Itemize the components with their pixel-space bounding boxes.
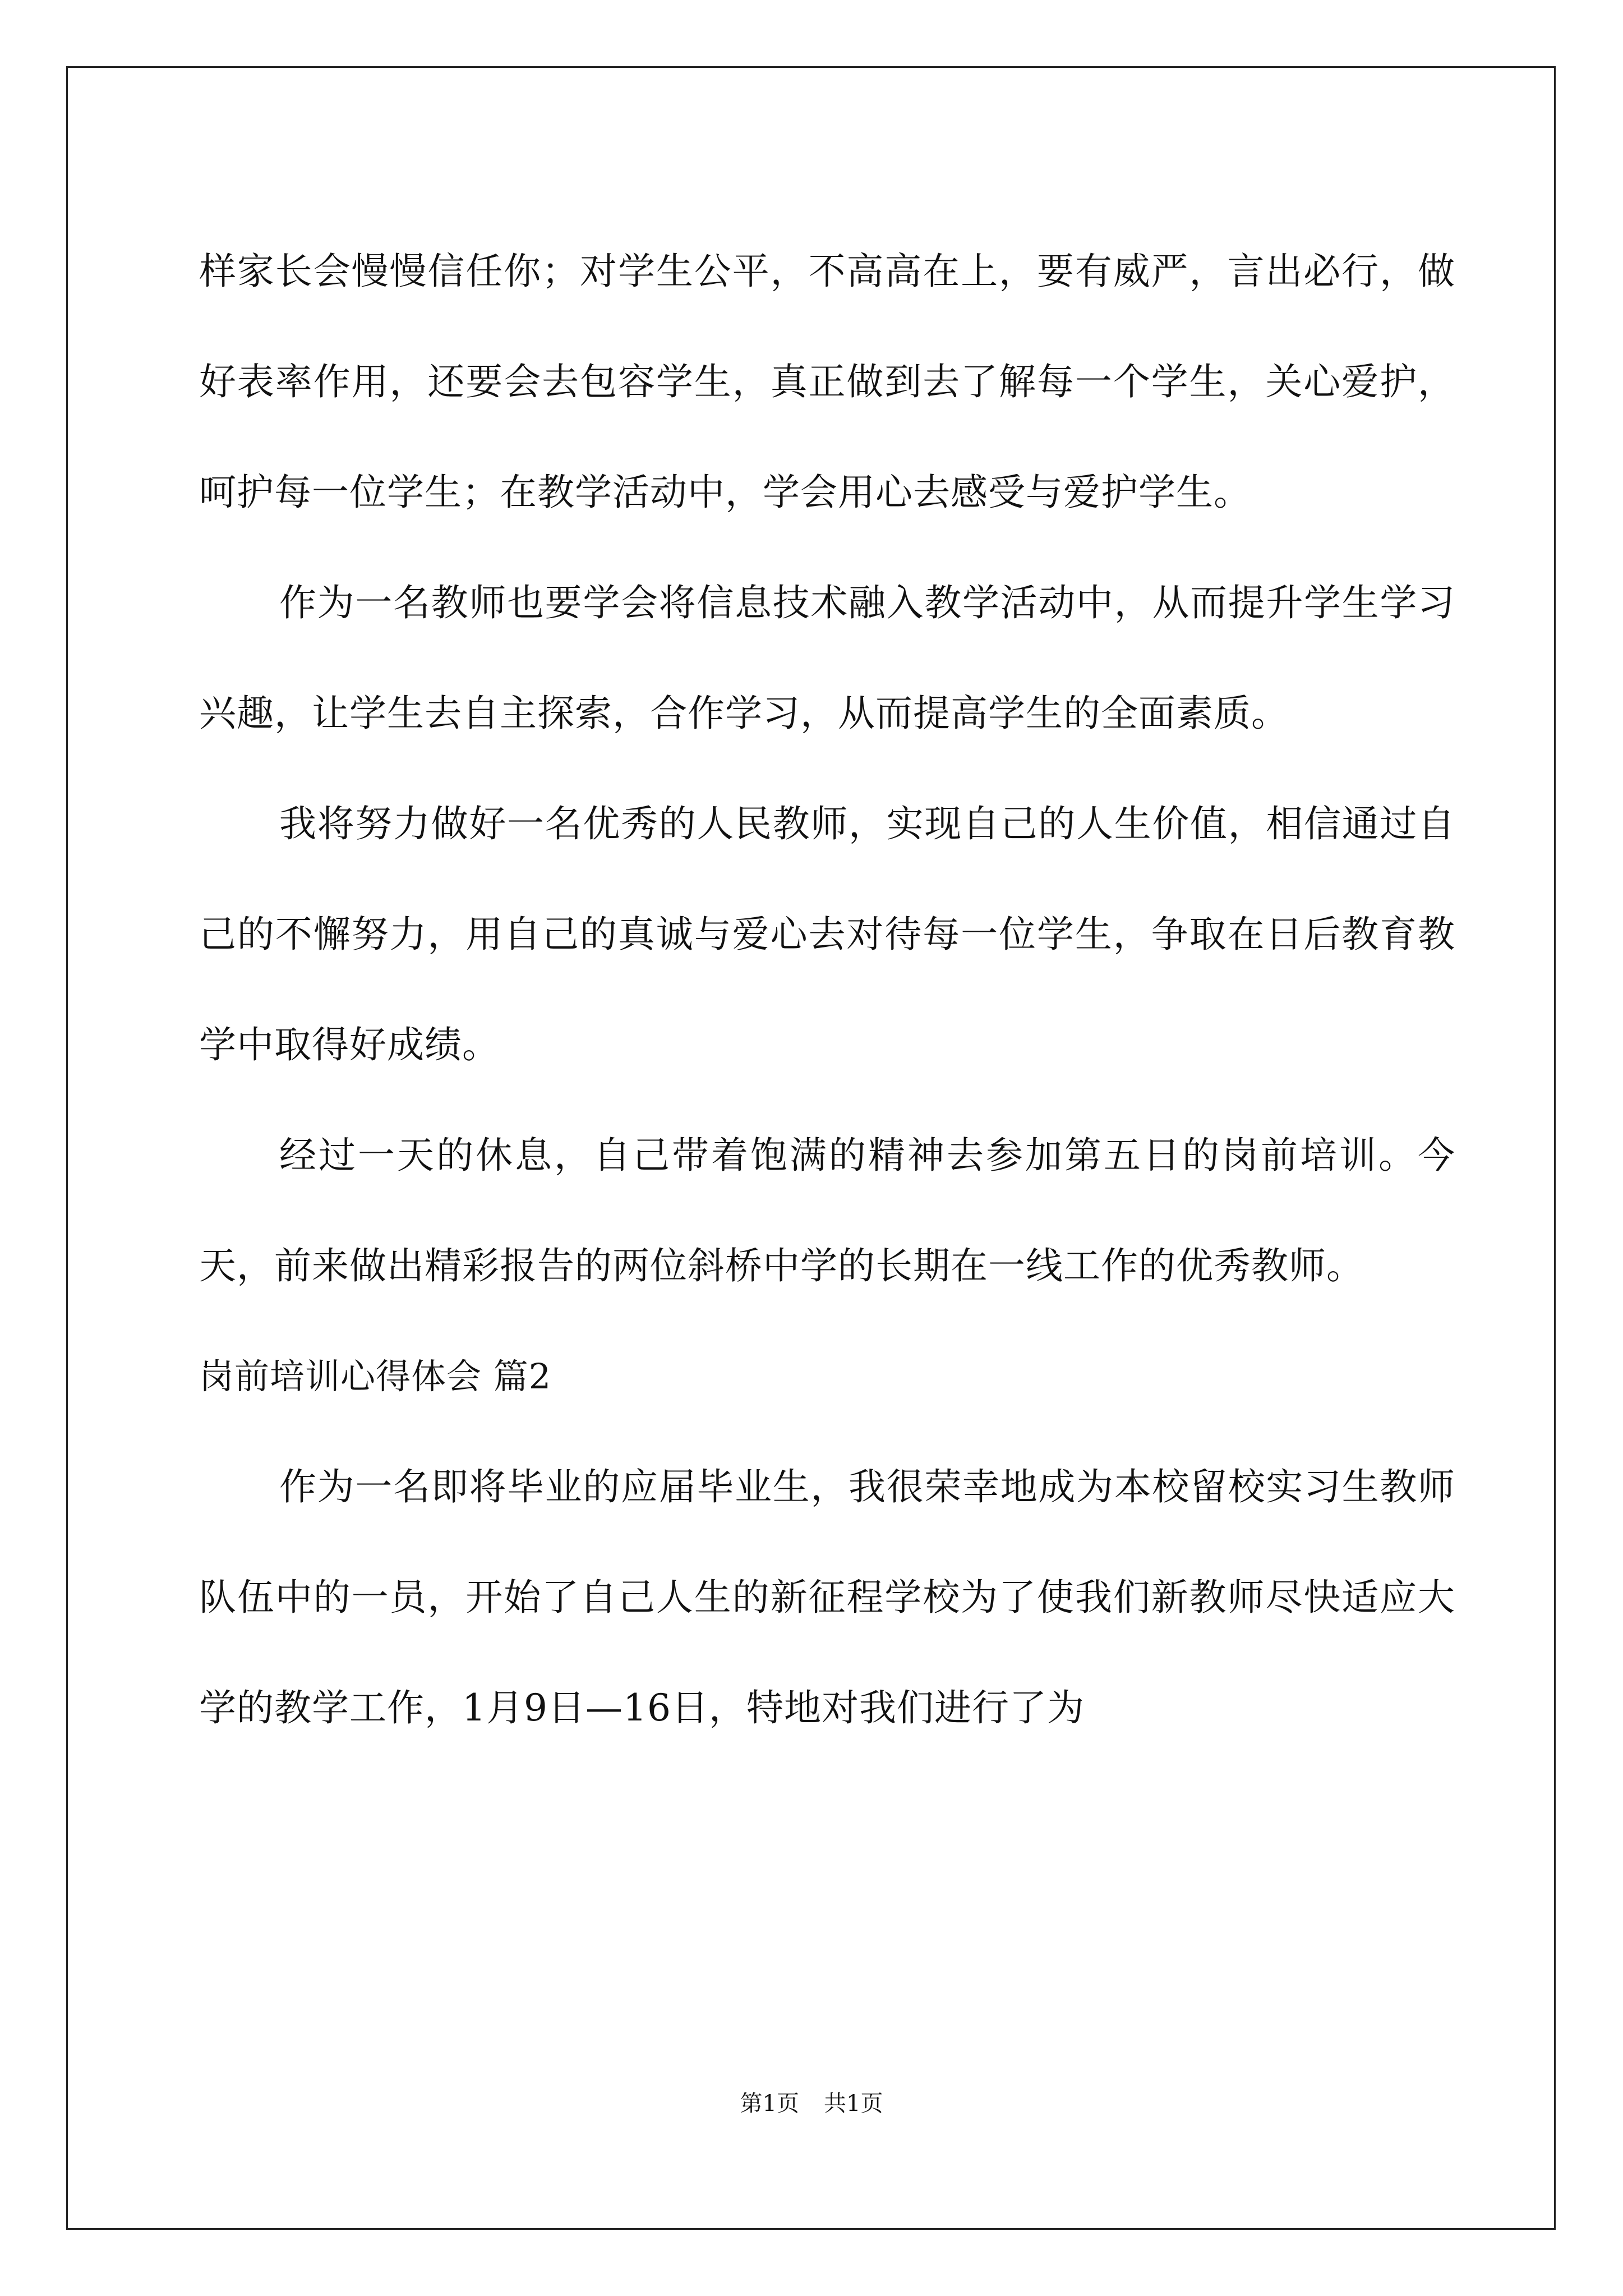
- page-number: 第1页: [740, 2091, 799, 2116]
- paragraph-1: 样家长会慢慢信任你；对学生公平，不高高在上，要有威严，言出必行，做好表率作用，还要会去包容学生，真正做到去了解每一个学生，关心爱护，呵护每一位学生；在教学活动中，学会用心去感受与爱护学生。: [199, 250, 1455, 514]
- section-paragraph-1: 作为一名即将毕业的应届毕业生，我很荣幸地成为本校留校实习生教师队伍中的一员，开始了自己人生的新征程学校为了使我们新教师尽快适应大学的教学工作，1月9日—16日，特地对我们进行了为: [199, 1465, 1455, 1729]
- paragraph-2: 作为一名教师也要学会将信息技术融入教学活动中，从而提升学生学习兴趣，让学生去自主探索，合作学习，从而提高学生的全面素质。: [199, 581, 1455, 735]
- page-footer: [0, 2087, 1623, 2120]
- page-total: 共1页: [824, 2091, 883, 2116]
- paragraph-3: 我将努力做好一名优秀的人民教师，实现自己的人生价值，相信通过自己的不懈努力，用自己的真诚与爱心去对待每一位学生，争取在日后教育教学中取得好成绩。: [199, 802, 1455, 1066]
- section-heading: 岗前培训心得体会 篇2: [199, 1356, 552, 1397]
- document-body: [199, 216, 1455, 1763]
- paragraph-4: 经过一天的休息，自己带着饱满的精神去参加第五日的岗前培训。今天，前来做出精彩报告的两位斜桥中学的长期在一线工作的优秀教师。: [199, 1134, 1455, 1287]
